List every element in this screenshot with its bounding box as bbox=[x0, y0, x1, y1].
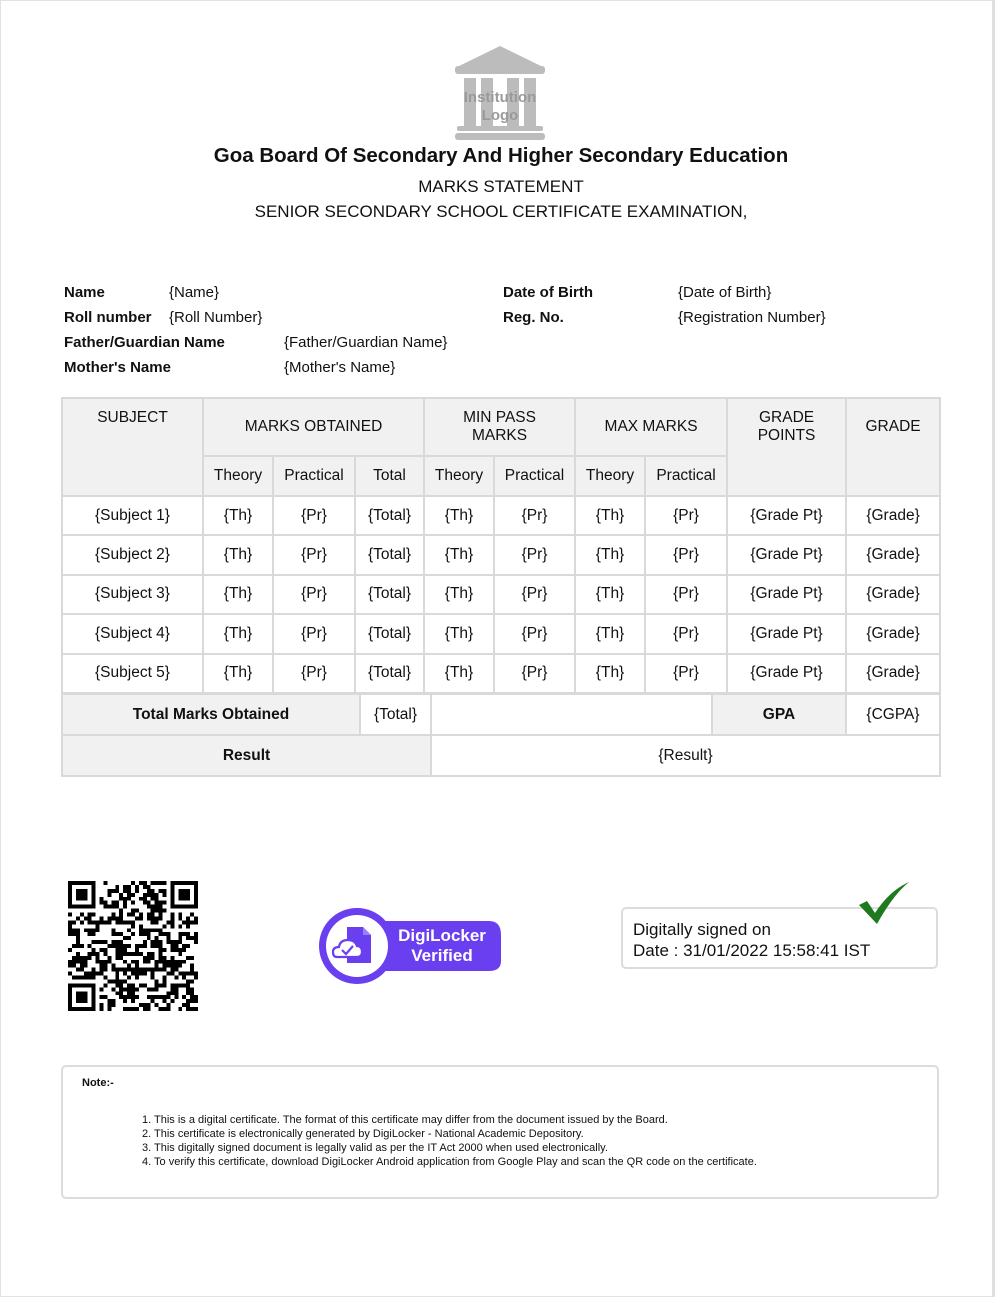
notes-box bbox=[61, 1065, 939, 1199]
result-value: {Result} bbox=[431, 735, 940, 776]
institution-logo bbox=[451, 44, 549, 142]
header-max-theory: Theory bbox=[575, 456, 645, 496]
cell-total: {Total} bbox=[355, 654, 424, 693]
examination-name: SENIOR SECONDARY SCHOOL CERTIFICATE EXAMINATION, bbox=[254, 202, 748, 221]
cell-grade: {Grade} bbox=[846, 614, 940, 653]
cell-max-th: {Th} bbox=[575, 535, 645, 574]
cell-max-pr: {Pr} bbox=[645, 614, 727, 653]
cell-subject: {Subject 1} bbox=[62, 496, 203, 535]
gpa-value: {CGPA} bbox=[846, 694, 940, 735]
green-checkmark-icon bbox=[857, 881, 911, 925]
result-label: Result bbox=[62, 735, 431, 776]
cell-th: {Th} bbox=[203, 654, 273, 693]
header-grade: GRADE bbox=[846, 398, 940, 496]
logo-text-line1: Institution bbox=[463, 89, 537, 106]
cell-max-th: {Th} bbox=[575, 614, 645, 653]
mother-name-label: Mother's Name bbox=[64, 359, 171, 376]
cell-max-pr: {Pr} bbox=[645, 575, 727, 614]
table-row bbox=[62, 614, 940, 653]
cell-min-pr: {Pr} bbox=[494, 614, 575, 653]
header-max-marks: MAX MARKS bbox=[575, 398, 727, 456]
marks-table bbox=[61, 397, 941, 694]
cell-max-th: {Th} bbox=[575, 654, 645, 693]
reg-no-value: {Registration Number} bbox=[678, 309, 826, 326]
cell-total: {Total} bbox=[355, 535, 424, 574]
cell-grade-pt: {Grade Pt} bbox=[727, 575, 846, 614]
note-item: 4. To verify this certificate, download DigiLocker Android application from Google Play and scan the QR code on the certificate. bbox=[142, 1156, 757, 1168]
cell-grade-pt: {Grade Pt} bbox=[727, 496, 846, 535]
note-item: 2. This certificate is electronically generated by DigiLocker - National Academic Depository. bbox=[142, 1128, 584, 1140]
name-value: {Name} bbox=[169, 284, 220, 301]
cell-max-pr: {Pr} bbox=[645, 654, 727, 693]
father-name-label: Father/Guardian Name bbox=[64, 334, 225, 351]
header-marks-obtained: MARKS OBTAINED bbox=[203, 398, 424, 456]
cell-min-th: {Th} bbox=[424, 654, 494, 693]
logo-text-line2: Logo bbox=[481, 107, 519, 124]
cell-max-th: {Th} bbox=[575, 575, 645, 614]
cell-min-th: {Th} bbox=[424, 535, 494, 574]
table-row bbox=[62, 535, 940, 574]
header-subject: SUBJECT bbox=[62, 398, 203, 496]
notes-list bbox=[142, 1113, 757, 1169]
header-obtained-total: Total bbox=[355, 456, 424, 496]
cell-grade: {Grade} bbox=[846, 654, 940, 693]
cell-grade: {Grade} bbox=[846, 496, 940, 535]
cell-subject: {Subject 3} bbox=[62, 575, 203, 614]
summary-table bbox=[61, 693, 941, 777]
cell-grade-pt: {Grade Pt} bbox=[727, 535, 846, 574]
cell-grade-pt: {Grade Pt} bbox=[727, 614, 846, 653]
cell-min-pr: {Pr} bbox=[494, 535, 575, 574]
cell-min-pr: {Pr} bbox=[494, 496, 575, 535]
cell-pr: {Pr} bbox=[273, 496, 355, 535]
table-row bbox=[62, 496, 940, 535]
header-obtained-theory: Theory bbox=[203, 456, 273, 496]
cell-min-th: {Th} bbox=[424, 575, 494, 614]
cell-subject: {Subject 4} bbox=[62, 614, 203, 653]
cell-pr: {Pr} bbox=[273, 535, 355, 574]
table-row bbox=[62, 575, 940, 614]
roll-number-label: Roll number bbox=[64, 309, 152, 326]
qr-finder-pattern bbox=[70, 883, 94, 907]
header-grade-points: GRADE POINTS bbox=[727, 398, 846, 496]
cell-th: {Th} bbox=[203, 614, 273, 653]
header-min-pass-marks: MIN PASS MARKS bbox=[424, 398, 575, 456]
badge-text-line1: DigiLocker bbox=[398, 926, 486, 945]
cell-max-pr: {Pr} bbox=[645, 535, 727, 574]
qr-finder-pattern bbox=[70, 985, 94, 1009]
mother-name-value: {Mother's Name} bbox=[284, 359, 396, 376]
cell-pr: {Pr} bbox=[273, 654, 355, 693]
cell-min-th: {Th} bbox=[424, 614, 494, 653]
summary-empty-cell bbox=[431, 694, 712, 735]
header-obtained-practical: Practical bbox=[273, 456, 355, 496]
cell-grade: {Grade} bbox=[846, 535, 940, 574]
signature-date: Date : 31/01/2022 15:58:41 IST bbox=[633, 941, 871, 960]
gpa-label: GPA bbox=[712, 694, 846, 735]
cell-grade: {Grade} bbox=[846, 575, 940, 614]
reg-no-label: Reg. No. bbox=[503, 309, 564, 326]
header-min-theory: Theory bbox=[424, 456, 494, 496]
cell-th: {Th} bbox=[203, 496, 273, 535]
signature-line1: Digitally signed on bbox=[633, 920, 771, 939]
cell-total: {Total} bbox=[355, 575, 424, 614]
qr-finder-pattern bbox=[172, 883, 196, 907]
cell-min-pr: {Pr} bbox=[494, 654, 575, 693]
badge-text-line2: Verified bbox=[411, 946, 473, 965]
cell-total: {Total} bbox=[355, 614, 424, 653]
qr-code bbox=[68, 881, 198, 1011]
name-label: Name bbox=[64, 284, 105, 301]
document-type: MARKS STATEMENT bbox=[418, 177, 584, 196]
notes-title: Note:- bbox=[82, 1077, 114, 1089]
cell-min-pr: {Pr} bbox=[494, 575, 575, 614]
cell-grade-pt: {Grade Pt} bbox=[727, 654, 846, 693]
cell-pr: {Pr} bbox=[273, 614, 355, 653]
roll-number-value: {Roll Number} bbox=[169, 309, 263, 326]
cell-th: {Th} bbox=[203, 575, 273, 614]
note-item: 3. This digitally signed document is legally valid as per the IT Act 2000 when used electronically. bbox=[142, 1142, 608, 1154]
board-name: Goa Board Of Secondary And Higher Secondary Education bbox=[213, 144, 789, 167]
note-item: 1. This is a digital certificate. The format of this certificate may differ from the document issued by the Board. bbox=[142, 1114, 668, 1126]
cell-subject: {Subject 5} bbox=[62, 654, 203, 693]
table-row bbox=[62, 654, 940, 693]
cell-pr: {Pr} bbox=[273, 575, 355, 614]
cell-max-th: {Th} bbox=[575, 496, 645, 535]
dob-label: Date of Birth bbox=[503, 284, 593, 301]
total-marks-value: {Total} bbox=[360, 694, 431, 735]
cell-total: {Total} bbox=[355, 496, 424, 535]
father-name-value: {Father/Guardian Name} bbox=[284, 334, 448, 351]
dob-value: {Date of Birth} bbox=[678, 284, 772, 301]
total-marks-label: Total Marks Obtained bbox=[62, 694, 360, 735]
cell-max-pr: {Pr} bbox=[645, 496, 727, 535]
cell-th: {Th} bbox=[203, 535, 273, 574]
cell-min-th: {Th} bbox=[424, 496, 494, 535]
header-max-practical: Practical bbox=[645, 456, 727, 496]
cell-subject: {Subject 2} bbox=[62, 535, 203, 574]
header-min-practical: Practical bbox=[494, 456, 575, 496]
digilocker-verified-badge bbox=[317, 907, 503, 987]
